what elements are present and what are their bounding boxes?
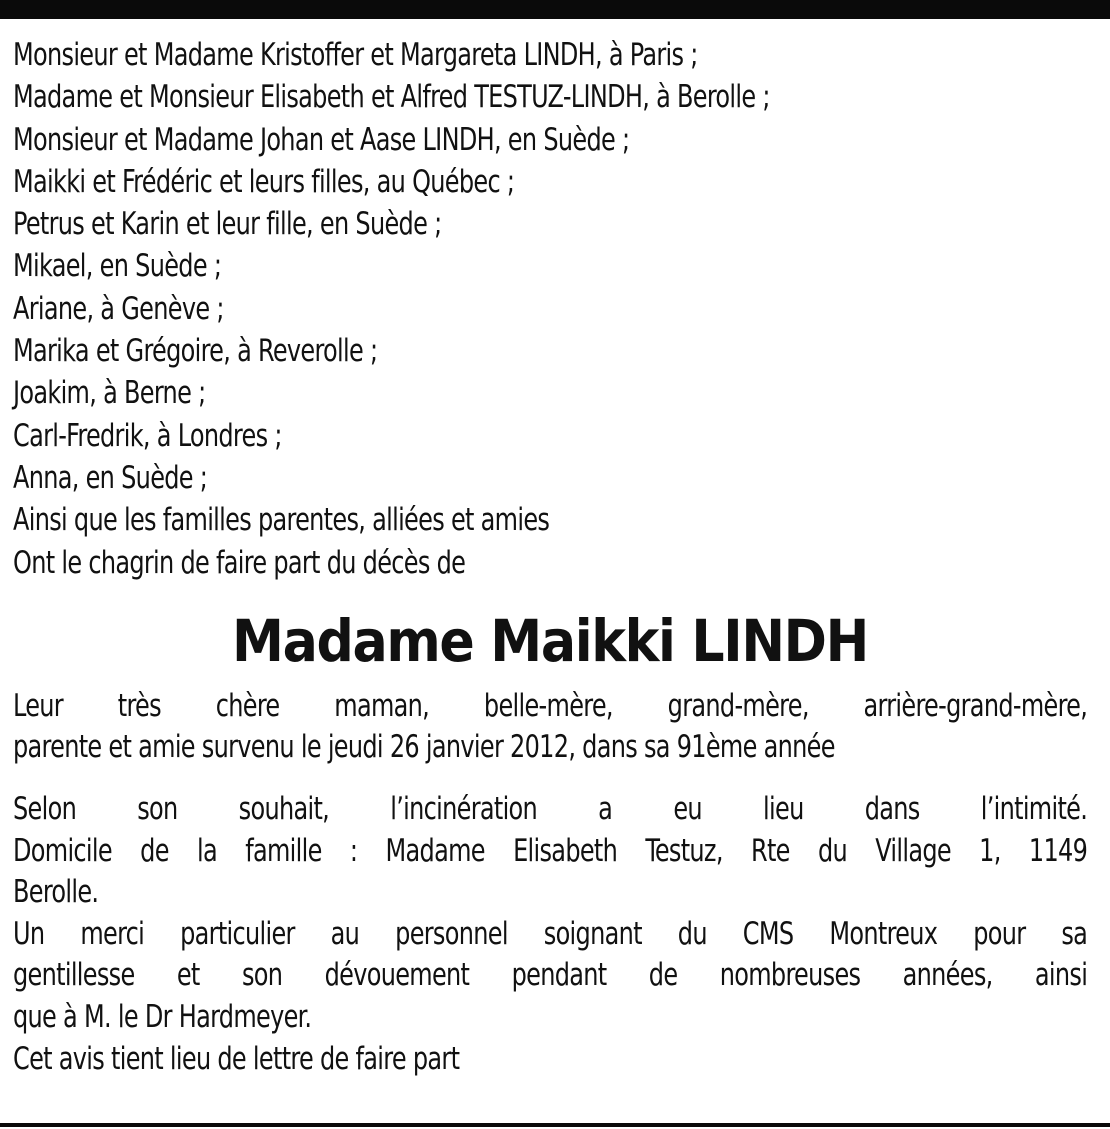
tribute-line: parente et amie survenu le jeudi 26 janvier 2012, dans sa 91ème année	[13, 729, 835, 766]
family-line: Maikki et Frédéric et leurs filles, au Québec ;	[13, 163, 515, 200]
family-line: Monsieur et Madame Johan et Aase LINDH, en Suède ;	[13, 121, 630, 158]
details-line: que à M. le Dr Hardmeyer.	[13, 999, 312, 1036]
family-line: Marika et Grégoire, à Reverolle ;	[13, 333, 378, 370]
family-line: Ainsi que les familles parentes, alliées et amies	[13, 502, 550, 539]
deceased-name: Madame Maikki LINDH	[231, 606, 869, 675]
family-line: Carl-Fredrik, à Londres ;	[13, 417, 282, 454]
bottom-rule	[0, 1123, 1110, 1127]
details-line: Cet avis tient lieu de lettre de faire part	[13, 1040, 460, 1077]
family-line: Ariane, à Genève ;	[13, 290, 224, 327]
details-line: Berolle.	[13, 874, 99, 911]
family-list	[13, 34, 1087, 584]
family-line: Joakim, à Berne ;	[13, 375, 206, 412]
family-line: Monsieur et Madame Kristoffer et Margareta LINDH, à Paris ;	[13, 37, 698, 73]
details-paragraph	[13, 789, 1087, 1080]
family-line: Mikael, en Suède ;	[13, 248, 222, 285]
details-line: Un merci particulier au personnel soignant du CMS Montreux pour sa	[13, 915, 1088, 952]
details-line: Selon son souhait, l’incinération a eu lieu dans l’intimité.	[13, 791, 1088, 828]
family-line: Ont le chagrin de faire part du décès de	[13, 544, 466, 581]
family-line: Madame et Monsieur Elisabeth et Alfred TESTUZ-LINDH, à Berolle ;	[13, 79, 770, 116]
obituary-notice	[13, 34, 1087, 1080]
top-rule	[0, 0, 1110, 19]
details-line: gentillesse et son dévouement pendant de nombreuses années, ainsi	[13, 957, 1088, 994]
family-line: Petrus et Karin et leur fille, en Suède ;	[13, 206, 442, 243]
tribute-line: Leur très chère maman, belle-mère, grand-mère, arrière-grand-mère,	[13, 687, 1088, 724]
details-line: Domicile de la famille : Madame Elisabeth Testuz, Rte du Village 1, 1149	[13, 832, 1088, 869]
tribute-paragraph	[13, 686, 1087, 769]
family-line: Anna, en Suède ;	[13, 459, 208, 496]
